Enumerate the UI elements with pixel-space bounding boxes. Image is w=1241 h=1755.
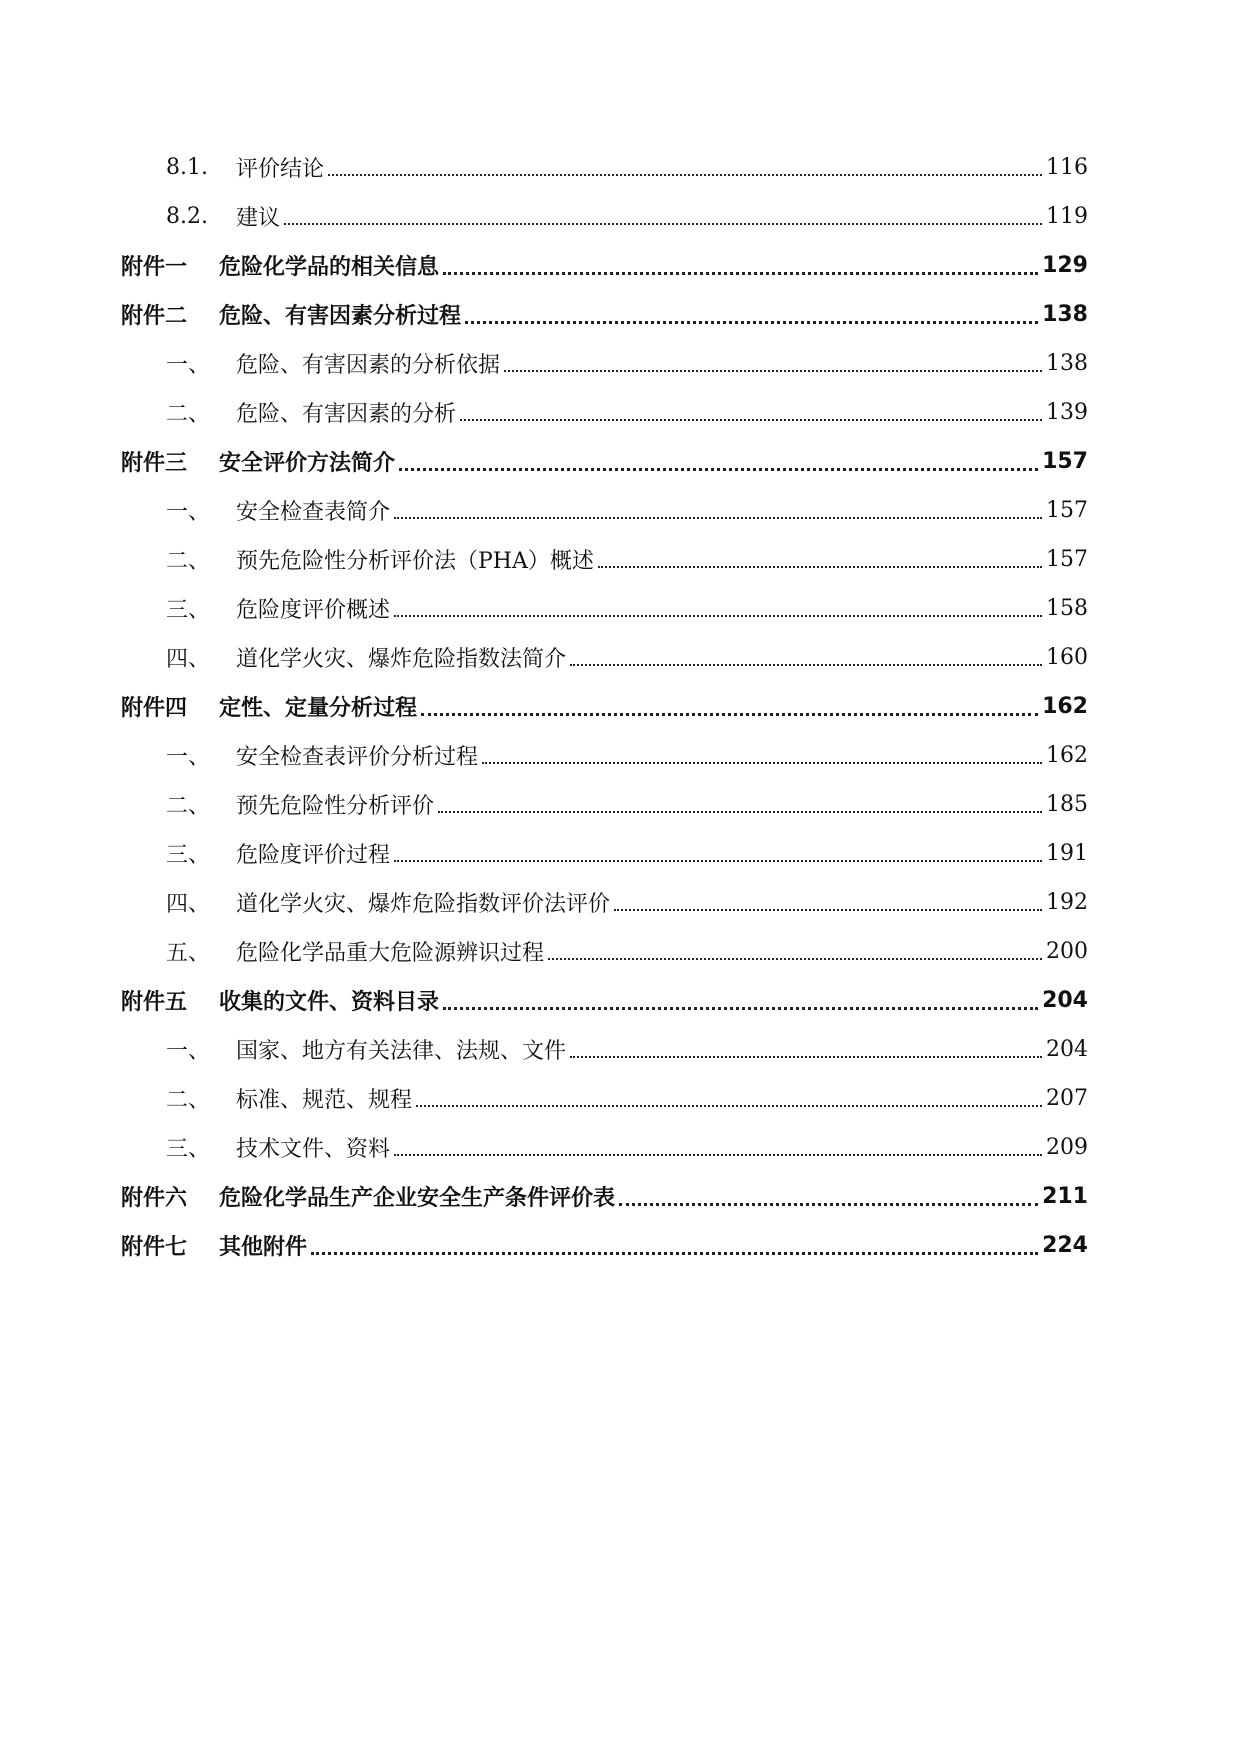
toc-dot-leader xyxy=(465,320,1038,324)
toc-dot-leader xyxy=(443,1006,1038,1010)
toc-section-entry[interactable] xyxy=(121,780,1088,829)
toc-dot-leader xyxy=(614,908,1042,911)
toc-entry-title: 道化学火灾、爆炸危险指数法简介 xyxy=(236,647,567,672)
toc-page-number: 139 xyxy=(1046,400,1088,425)
toc-section-entry[interactable] xyxy=(121,143,1088,192)
toc-dot-leader xyxy=(284,222,1042,225)
toc-section-entry[interactable] xyxy=(121,192,1088,241)
toc-dot-leader xyxy=(311,1251,1038,1255)
toc-appendix-entry[interactable] xyxy=(121,682,1088,731)
toc-appendix-entry[interactable] xyxy=(121,437,1088,486)
toc-entry-title: 危险化学品的相关信息 xyxy=(219,255,440,280)
toc-section-entry[interactable] xyxy=(121,829,1088,878)
toc-entry-number: 附件五 xyxy=(121,990,188,1015)
toc-page-number: 200 xyxy=(1046,939,1088,964)
toc-page-number: 224 xyxy=(1042,1233,1088,1258)
toc-section-entry[interactable] xyxy=(121,339,1088,388)
toc-entry-number: 一、 xyxy=(166,745,211,770)
toc-page-number: 204 xyxy=(1042,988,1088,1013)
toc-dot-leader xyxy=(570,1055,1042,1058)
toc-dot-leader xyxy=(570,663,1042,666)
toc-entry-number: 二、 xyxy=(166,402,211,427)
toc-entry-number: 五、 xyxy=(166,941,211,966)
toc-entry-title: 危险度评价过程 xyxy=(236,843,391,868)
toc-section-entry[interactable] xyxy=(121,388,1088,437)
toc-entry-number: 二、 xyxy=(166,549,211,574)
toc-entry-number: 二、 xyxy=(166,794,211,819)
toc-entry-number: 8.2. xyxy=(166,204,208,229)
toc-page-number: 207 xyxy=(1046,1086,1088,1111)
toc-dot-leader xyxy=(460,418,1042,421)
toc-entry-number: 附件七 xyxy=(121,1235,188,1260)
toc-page-number: 129 xyxy=(1042,253,1088,278)
toc-dot-leader xyxy=(416,1104,1042,1107)
toc-entry-title: 国家、地方有关法律、法规、文件 xyxy=(236,1039,567,1064)
toc-dot-leader xyxy=(443,271,1038,275)
toc-dot-leader xyxy=(548,957,1042,960)
toc-dot-leader xyxy=(328,173,1042,176)
toc-entry-title: 危险、有害因素分析过程 xyxy=(219,304,462,329)
toc-page-number: 162 xyxy=(1042,694,1088,719)
toc-entry-title: 危险度评价概述 xyxy=(236,598,391,623)
toc-page-number: 191 xyxy=(1046,841,1088,866)
toc-page-number: 192 xyxy=(1046,890,1088,915)
toc-page-number: 209 xyxy=(1046,1135,1088,1160)
toc-entry-number: 四、 xyxy=(166,892,211,917)
toc-entry-number: 附件四 xyxy=(121,696,188,721)
toc-dot-leader xyxy=(394,614,1042,617)
toc-entry-title: 收集的文件、资料目录 xyxy=(219,990,440,1015)
toc-entry-number: 一、 xyxy=(166,500,211,525)
toc-section-entry[interactable] xyxy=(121,1025,1088,1074)
toc-entry-number: 附件三 xyxy=(121,451,188,476)
toc-entry-number: 三、 xyxy=(166,1137,211,1162)
toc-dot-leader xyxy=(598,565,1042,568)
toc-page-number: 185 xyxy=(1046,792,1088,817)
toc-dot-leader xyxy=(399,467,1038,471)
toc-section-entry[interactable] xyxy=(121,633,1088,682)
toc-page-number: 204 xyxy=(1046,1037,1088,1062)
toc-entry-title: 评价结论 xyxy=(236,157,325,182)
toc-page-number: 116 xyxy=(1046,155,1088,180)
toc-page-number: 138 xyxy=(1046,351,1088,376)
toc-page-number: 157 xyxy=(1046,498,1088,523)
toc-entry-title: 技术文件、资料 xyxy=(236,1137,391,1162)
toc-entry-title: 危险、有害因素的分析依据 xyxy=(236,353,501,378)
toc-entry-title: 安全评价方法简介 xyxy=(219,451,396,476)
toc-entry-number: 二、 xyxy=(166,1088,211,1113)
toc-entry-number: 一、 xyxy=(166,353,211,378)
toc-page-number: 157 xyxy=(1042,449,1088,474)
toc-section-entry[interactable] xyxy=(121,535,1088,584)
toc-entry-title: 危险化学品重大危险源辨识过程 xyxy=(236,941,545,966)
toc-appendix-entry[interactable] xyxy=(121,1221,1088,1270)
toc-section-entry[interactable] xyxy=(121,731,1088,780)
toc-entry-number: 四、 xyxy=(166,647,211,672)
toc-entry-number: 附件二 xyxy=(121,304,188,329)
toc-entry-title: 标准、规范、规程 xyxy=(236,1088,413,1113)
toc-page-number: 160 xyxy=(1046,645,1088,670)
toc-entry-title: 危险化学品生产企业安全生产条件评价表 xyxy=(219,1186,616,1211)
toc-page-number: 211 xyxy=(1042,1184,1088,1209)
table-of-contents xyxy=(121,143,1088,1270)
toc-dot-leader xyxy=(394,1153,1042,1156)
toc-section-entry[interactable] xyxy=(121,1074,1088,1123)
toc-entry-title: 预先危险性分析评价法（PHA）概述 xyxy=(236,549,594,574)
toc-dot-leader xyxy=(421,712,1038,716)
toc-section-entry[interactable] xyxy=(121,584,1088,633)
toc-dot-leader xyxy=(438,810,1042,813)
toc-entry-title: 危险、有害因素的分析 xyxy=(236,402,457,427)
toc-entry-title: 建议 xyxy=(236,206,281,231)
toc-dot-leader xyxy=(619,1202,1038,1206)
toc-entry-number: 一、 xyxy=(166,1039,211,1064)
toc-dot-leader xyxy=(482,761,1042,764)
toc-section-entry[interactable] xyxy=(121,878,1088,927)
toc-page-number: 138 xyxy=(1042,302,1088,327)
toc-appendix-entry[interactable] xyxy=(121,241,1088,290)
toc-entry-title: 安全检查表评价分析过程 xyxy=(236,745,479,770)
toc-page-number: 157 xyxy=(1046,547,1088,572)
toc-entry-title: 其他附件 xyxy=(219,1235,308,1260)
toc-entry-number: 附件六 xyxy=(121,1186,188,1211)
toc-dot-leader xyxy=(394,859,1042,862)
toc-entry-number: 8.1. xyxy=(166,155,208,180)
toc-entry-title: 安全检查表简介 xyxy=(236,500,391,525)
toc-section-entry[interactable] xyxy=(121,927,1088,976)
toc-section-entry[interactable] xyxy=(121,1123,1088,1172)
toc-entry-title: 道化学火灾、爆炸危险指数评价法评价 xyxy=(236,892,611,917)
toc-entry-number: 三、 xyxy=(166,843,211,868)
toc-entry-number: 附件一 xyxy=(121,255,188,280)
toc-appendix-entry[interactable] xyxy=(121,1172,1088,1221)
toc-page-number: 158 xyxy=(1046,596,1088,621)
toc-page-number: 162 xyxy=(1046,743,1088,768)
toc-entry-title: 预先危险性分析评价 xyxy=(236,794,435,819)
toc-dot-leader xyxy=(394,516,1042,519)
toc-section-entry[interactable] xyxy=(121,486,1088,535)
toc-entry-number: 三、 xyxy=(166,598,211,623)
toc-appendix-entry[interactable] xyxy=(121,976,1088,1025)
toc-dot-leader xyxy=(504,369,1042,372)
toc-page-number: 119 xyxy=(1046,204,1088,229)
toc-entry-title: 定性、定量分析过程 xyxy=(219,696,418,721)
toc-appendix-entry[interactable] xyxy=(121,290,1088,339)
